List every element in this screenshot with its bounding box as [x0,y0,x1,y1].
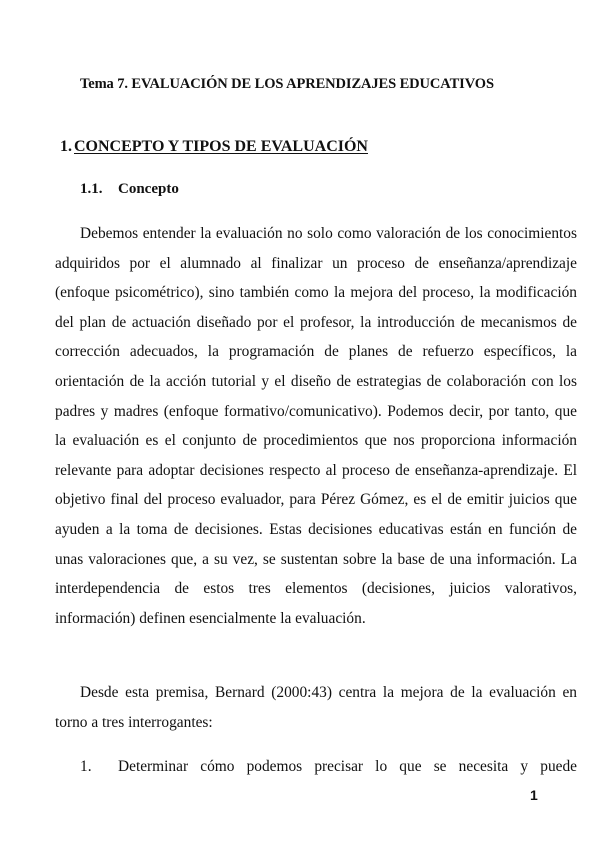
document-title: Tema 7. EVALUACIÓN DE LOS APRENDIZAJES EDUCATIVOS [80,76,494,92]
body-paragraph: Debemos entender la evaluación no solo como valoración de los conocimientos adquiridos por el alumnado al finalizar un proceso de enseñanza/aprendizaje (enfoque psicométrico), sino también como la mejora del proceso, la modificación del plan de actuación diseñado por el profesor, la introducción de mecanismos de corrección adecuados, la programación de planes de refuerzo específicos, la orientación de la acción tutorial y el diseño de estrategias de colaboración con los padres y madres (enfoque formativo/comunicativo). Podemos decir, por tanto, que la evaluación es el conjunto de procedimientos que nos proporciona información relevante para adoptar decisiones respecto al proceso de enseñanza-aprendizaje. El objetivo final del proceso evaluador, para Pérez Gómez, es el de emitir juicios que ayuden a la toma de decisiones. Estas decisiones educativas están en función de unas valoraciones que, a su vez, se sustentan sobre la base de una información. La interdependencia de estos tres elementos (decisiones, juicios valorativos, información) definen esencialmente la evaluación. [55,225,577,627]
section-number: 1. [60,138,72,155]
subsection-title: Concepto [118,181,179,197]
body-paragraph: Desde esta premisa, Bernard (2000:43) centra la mejora de la evaluación en torno a tres interrogantes: [55,684,577,731]
list-item-number: 1. [80,758,92,775]
section-title: CONCEPTO Y TIPOS DE EVALUACIÓN [74,138,368,155]
page-number: 1 [530,787,538,803]
subsection-number: 1.1. [80,181,103,197]
list-item [80,752,577,782]
subsection-heading [80,181,179,198]
section-heading [60,138,368,156]
list-item-text: Determinar cómo podemos precisar lo que se necesita y puede [118,758,577,775]
